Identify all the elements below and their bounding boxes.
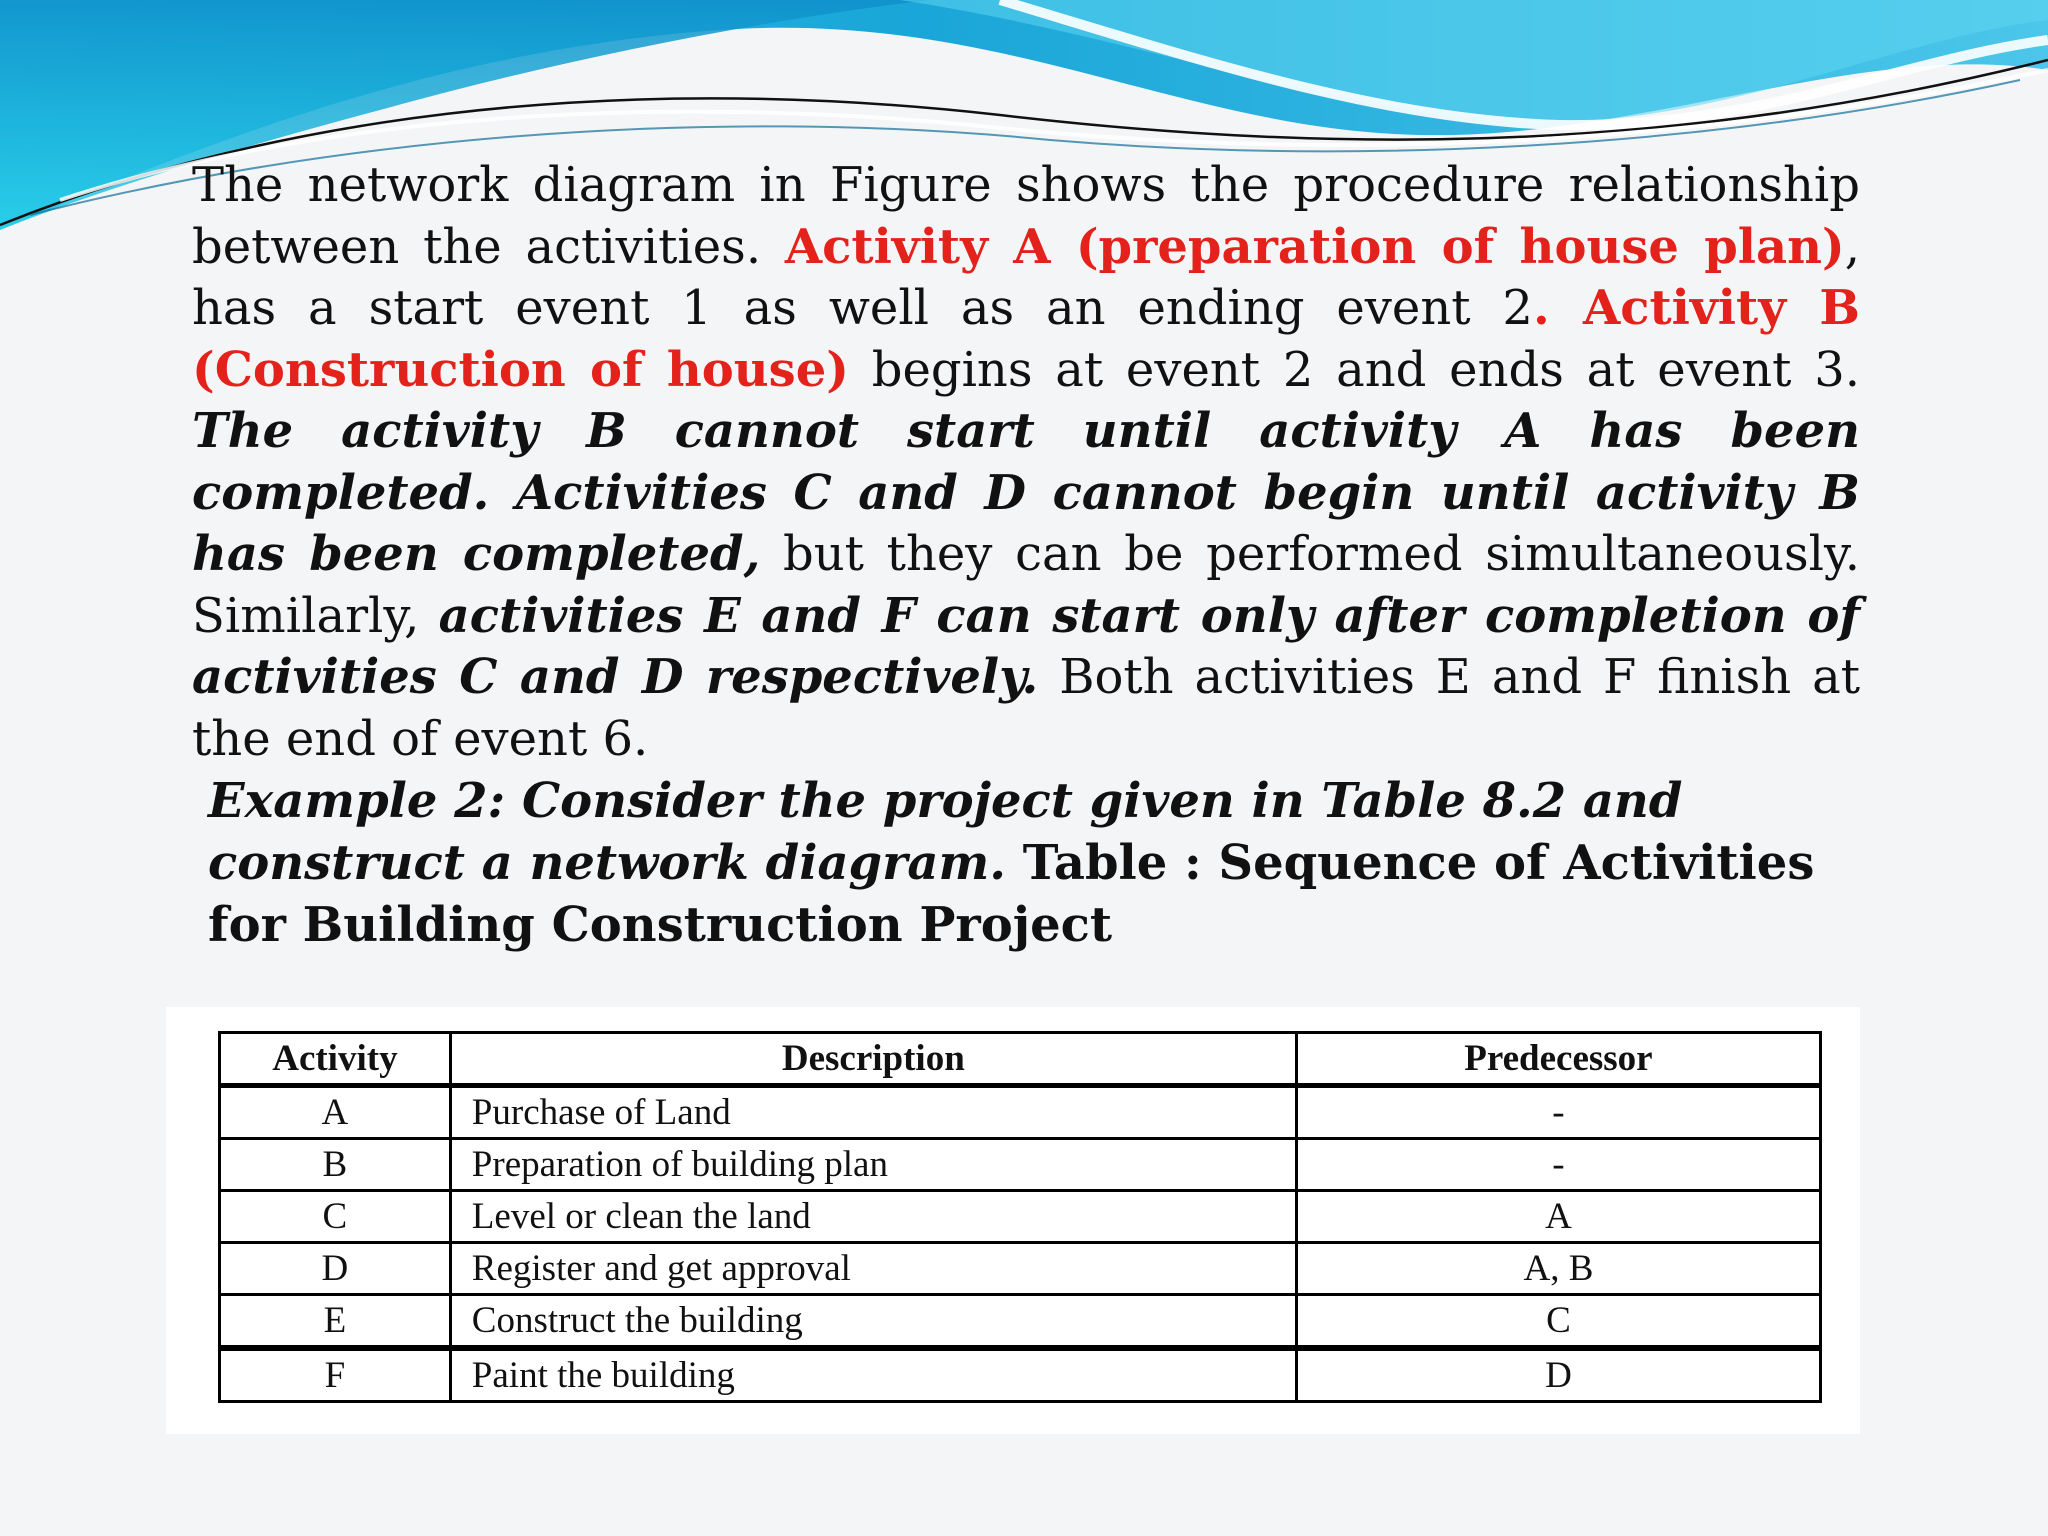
activity-a-highlight: Activity A (preparation of house plan): [784, 218, 1845, 275]
activity-b-highlight: . Activity B (Construction of house): [192, 280, 1861, 398]
example-title: Example 2: Consider the project given in Table 8.2 and construct a network diagram.: [208, 773, 1683, 891]
column-header-activity: Activity: [220, 1033, 451, 1086]
text-segment: but they can be performed simultaneously. Similarly,: [192, 526, 1860, 644]
text-segment: , has a start event 1 as well as an ending event 2: [192, 218, 1860, 336]
description-cell: Purchase of Land: [450, 1086, 1296, 1139]
predecessor-cell: C: [1296, 1295, 1820, 1349]
text-segment: Both activities E and F finish at the end of event 6.: [192, 649, 1861, 767]
table-caption: Table : Sequence of Activities for Building Construction Project: [208, 835, 1815, 953]
predecessor-cell: A: [1296, 1191, 1820, 1243]
column-header-description: Description: [450, 1033, 1296, 1086]
predecessor-cell: -: [1296, 1086, 1820, 1139]
table-row: [220, 1086, 1821, 1139]
table-row: [220, 1139, 1821, 1191]
activity-cell: A: [220, 1086, 451, 1139]
table-row: [220, 1243, 1821, 1295]
predecessor-cell: D: [1296, 1348, 1820, 1402]
activity-cell: B: [220, 1139, 451, 1191]
description-cell: Paint the building: [450, 1348, 1296, 1402]
table-row: [220, 1348, 1821, 1402]
dependency-emphasis: The activity B cannot start until activity A has been completed. Activities C and D cannot begin until activity B has been completed,: [192, 403, 1860, 582]
dependency-emphasis-2: activities E and F can start only after completion of activities C and D respectively.: [192, 587, 1861, 705]
example-heading: [208, 770, 1848, 956]
table-header-row: [220, 1033, 1821, 1086]
description-cell: Register and get approval: [450, 1243, 1296, 1295]
table-panel: [166, 1007, 1860, 1434]
activity-cell: F: [220, 1348, 451, 1402]
table-row: [220, 1295, 1821, 1349]
predecessor-cell: -: [1296, 1139, 1820, 1191]
activity-cell: C: [220, 1191, 451, 1243]
description-cell: Construct the building: [450, 1295, 1296, 1349]
column-header-predecessor: Predecessor: [1296, 1033, 1820, 1086]
table-row: [220, 1191, 1821, 1243]
activity-cell: E: [220, 1295, 451, 1349]
activity-table: [218, 1031, 1822, 1403]
intro-paragraph: [192, 155, 1860, 770]
text-segment: begins at event 2 and ends at event 3.: [848, 341, 1860, 398]
description-cell: Level or clean the land: [450, 1191, 1296, 1243]
description-cell: Preparation of building plan: [450, 1139, 1296, 1191]
activity-cell: D: [220, 1243, 451, 1295]
text-segment: The network diagram in Figure shows the procedure relationship between the activities.: [192, 157, 1860, 275]
predecessor-cell: A, B: [1296, 1243, 1820, 1295]
